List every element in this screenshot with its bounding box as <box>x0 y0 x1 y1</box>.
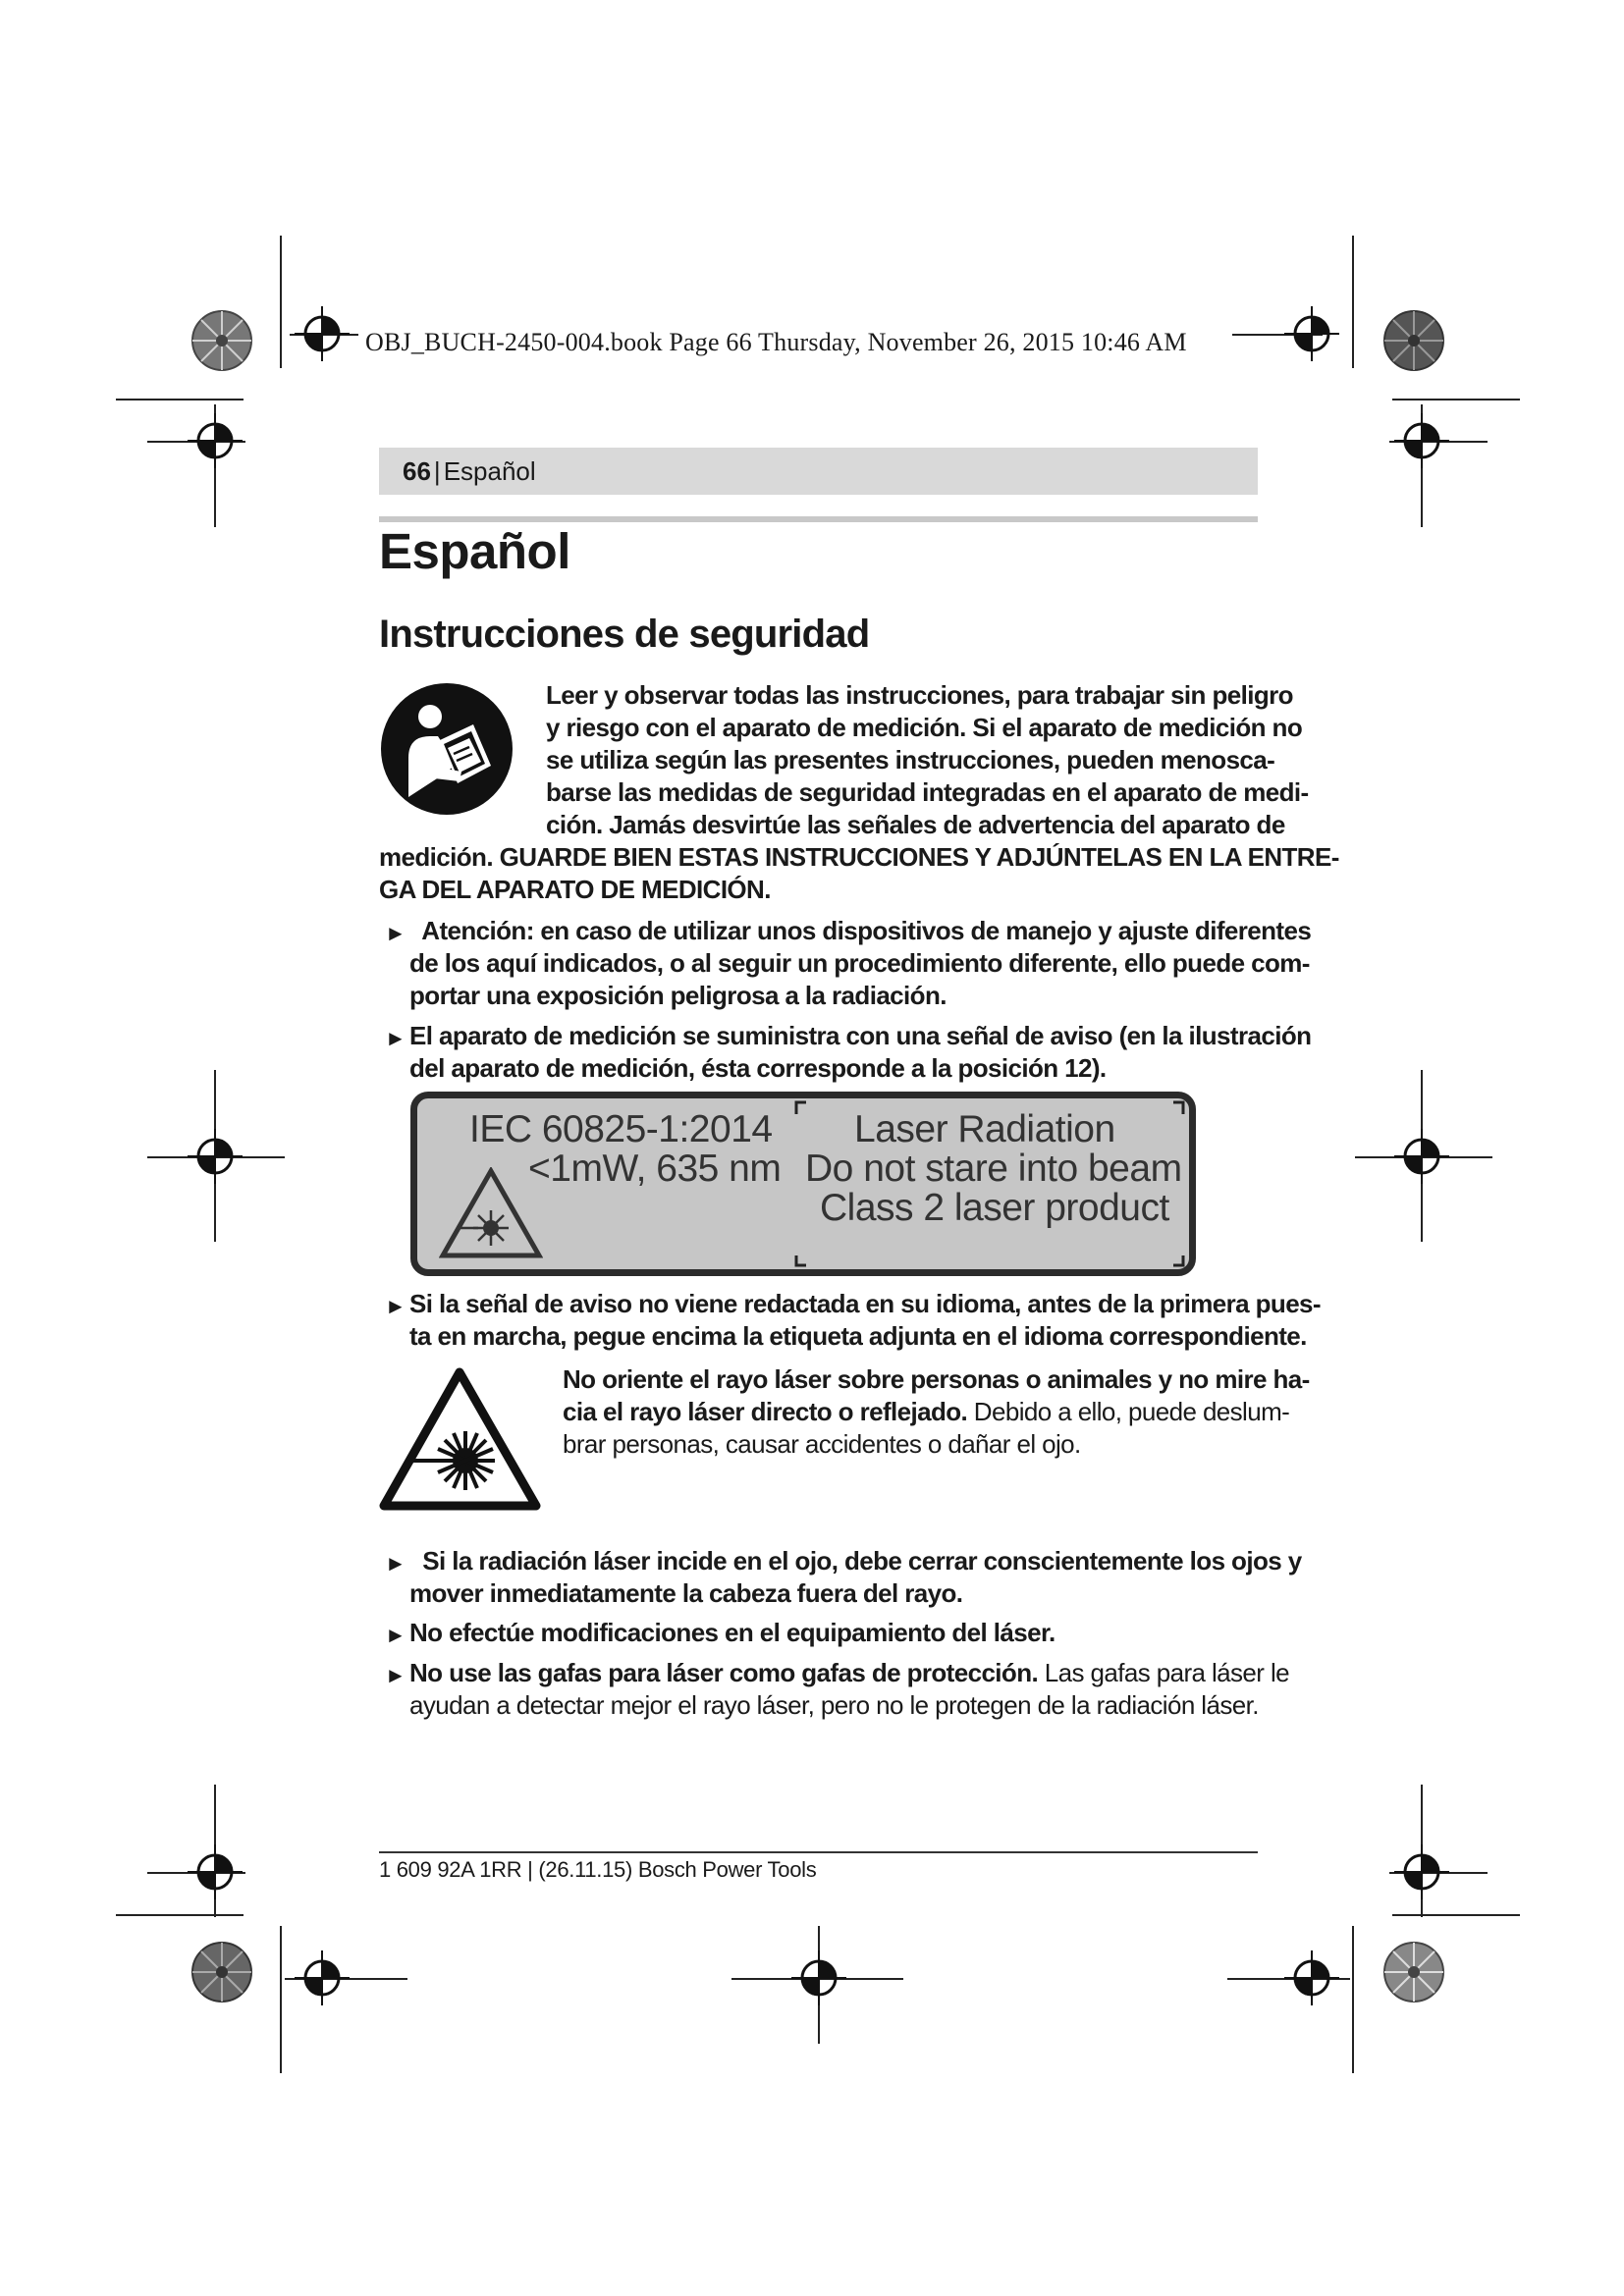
registration-mark-icon <box>1394 1844 1449 1899</box>
intro-line: GA DEL APARATO DE MEDICIÓN. <box>379 875 771 904</box>
warning-line: brar personas, causar accidentes o dañar el ojo. <box>563 1429 1081 1459</box>
bullet-arrow-icon: ► <box>385 1026 406 1050</box>
bullet-item <box>409 1657 1289 1722</box>
label-standard: IEC 60825-1:2014 <box>469 1108 773 1150</box>
laser-warning-label <box>410 1092 1196 1276</box>
bullet-line: ayudan a detectar mejor el rayo láser, pero no le protegen de la radiación láser. <box>409 1690 1259 1720</box>
registration-mark-icon <box>1284 1950 1339 2005</box>
bullet-arrow-icon: ► <box>385 1623 406 1647</box>
read-manual-icon <box>379 681 514 817</box>
page-footer: 1 609 92A 1RR | (26.11.15) Bosch Power Tools <box>379 1857 817 1882</box>
intro-paragraph <box>546 679 1309 841</box>
bullet-line: El aparato de medición se suministra con una señal de aviso (en la ilustración <box>409 1021 1312 1050</box>
bullet-item <box>409 915 1311 1012</box>
bullet-line: ta en marcha, pegue encima la etiqueta adjunta en el idioma correspondiente. <box>409 1321 1307 1351</box>
page-header-separator: | <box>433 456 441 486</box>
section-title: Instrucciones de seguridad <box>379 613 870 656</box>
color-calibration-disc-icon <box>1382 309 1445 372</box>
page-header-section: Español <box>443 456 536 486</box>
footer-rule <box>379 1851 1258 1853</box>
registration-mark-icon <box>295 1950 350 2005</box>
goggles-normal-text: Las gafas para láser le <box>1038 1658 1289 1687</box>
color-calibration-disc-icon <box>190 1941 253 2003</box>
intro-line: se utiliza según las presentes instrucciones, pueden menosca- <box>546 745 1275 774</box>
registration-mark-icon <box>1394 413 1449 468</box>
bullet-arrow-icon: ► <box>385 1551 406 1575</box>
bullet-line: del aparato de medición, ésta corresponde a la posición 12). <box>409 1053 1107 1083</box>
bullet-line <box>409 1657 1289 1689</box>
intro-line: barse las medidas de seguridad integradas en el aparato de medi- <box>546 777 1309 807</box>
page-header-bar <box>379 448 1258 495</box>
intro-line: ción. Jamás desvirtúe las señales de advertencia del aparato de <box>546 810 1285 839</box>
laser-warning-triangle-icon <box>379 1366 541 1512</box>
label-do-not-stare: Do not stare into beam <box>805 1148 1182 1190</box>
color-calibration-disc-icon <box>1382 1941 1445 2003</box>
bullet-item <box>409 1545 1302 1610</box>
bullet-arrow-icon: ► <box>385 1663 406 1687</box>
intro-line: Leer y observar todas las instrucciones, para trabajar sin peligro <box>546 680 1293 710</box>
registration-mark-icon <box>188 1129 243 1184</box>
registration-mark-icon <box>295 306 350 361</box>
book-file-header: OBJ_BUCH-2450-004.book Page 66 Thursday, November 26, 2015 10:46 AM <box>365 328 1187 356</box>
registration-mark-icon <box>1284 306 1339 361</box>
bullet-arrow-icon: ► <box>385 1294 406 1318</box>
color-calibration-disc-icon <box>190 309 253 372</box>
label-radiation: Laser Radiation <box>854 1108 1115 1150</box>
registration-mark-icon <box>188 1844 243 1899</box>
bullet-item <box>409 1288 1321 1353</box>
label-corner-brackets <box>794 1100 1187 1269</box>
bullet-item <box>409 1020 1311 1085</box>
registration-mark-icon <box>188 413 243 468</box>
warning-bold-text: cia el rayo láser directo o reflejado. <box>563 1397 968 1426</box>
warning-line: No oriente el rayo láser sobre personas o animales y no mire ha- <box>563 1364 1310 1394</box>
bullet-line: Si la radiación láser incide en el ojo, debe cerrar conscientemente los ojos y <box>409 1546 1302 1575</box>
registration-mark-icon <box>791 1950 846 2005</box>
warning-line <box>563 1396 1310 1428</box>
label-class: Class 2 laser product <box>820 1187 1169 1229</box>
page-number: 66 <box>403 456 431 486</box>
bullet-arrow-icon: ► <box>385 921 406 945</box>
goggles-bold-text: No use las gafas para láser como gafas de protección. <box>409 1658 1039 1687</box>
laser-warning-paragraph <box>563 1363 1310 1461</box>
intro-paragraph-continued <box>379 841 1339 906</box>
bullet-line: portar una exposición peligrosa a la radiación. <box>409 981 947 1010</box>
bullet-item <box>409 1617 1056 1649</box>
laser-warning-triangle-icon <box>439 1167 543 1259</box>
bullet-line: No efectúe modificaciones en el equipamiento del láser. <box>409 1618 1056 1647</box>
bullet-line: mover inmediatamente la cabeza fuera del rayo. <box>409 1578 963 1608</box>
intro-line: medición. GUARDE BIEN ESTAS INSTRUCCIONES Y ADJÚNTELAS EN LA ENTRE- <box>379 842 1339 872</box>
intro-line: y riesgo con el aparato de medición. Si el aparato de medición no <box>546 713 1303 742</box>
language-title: Español <box>379 523 570 579</box>
registration-mark-icon <box>1394 1129 1449 1184</box>
bullet-line: Atención: en caso de utilizar unos dispositivos de manejo y ajuste diferentes <box>409 916 1312 945</box>
bullet-line: de los aquí indicados, o al seguir un procedimiento diferente, ello puede com- <box>409 948 1310 978</box>
label-power: <1mW, 635 nm <box>528 1148 782 1190</box>
warning-normal-text: Debido a ello, puede deslum- <box>967 1397 1290 1426</box>
bullet-line: Si la señal de aviso no viene redactada en su idioma, antes de la primera pues- <box>409 1289 1321 1318</box>
